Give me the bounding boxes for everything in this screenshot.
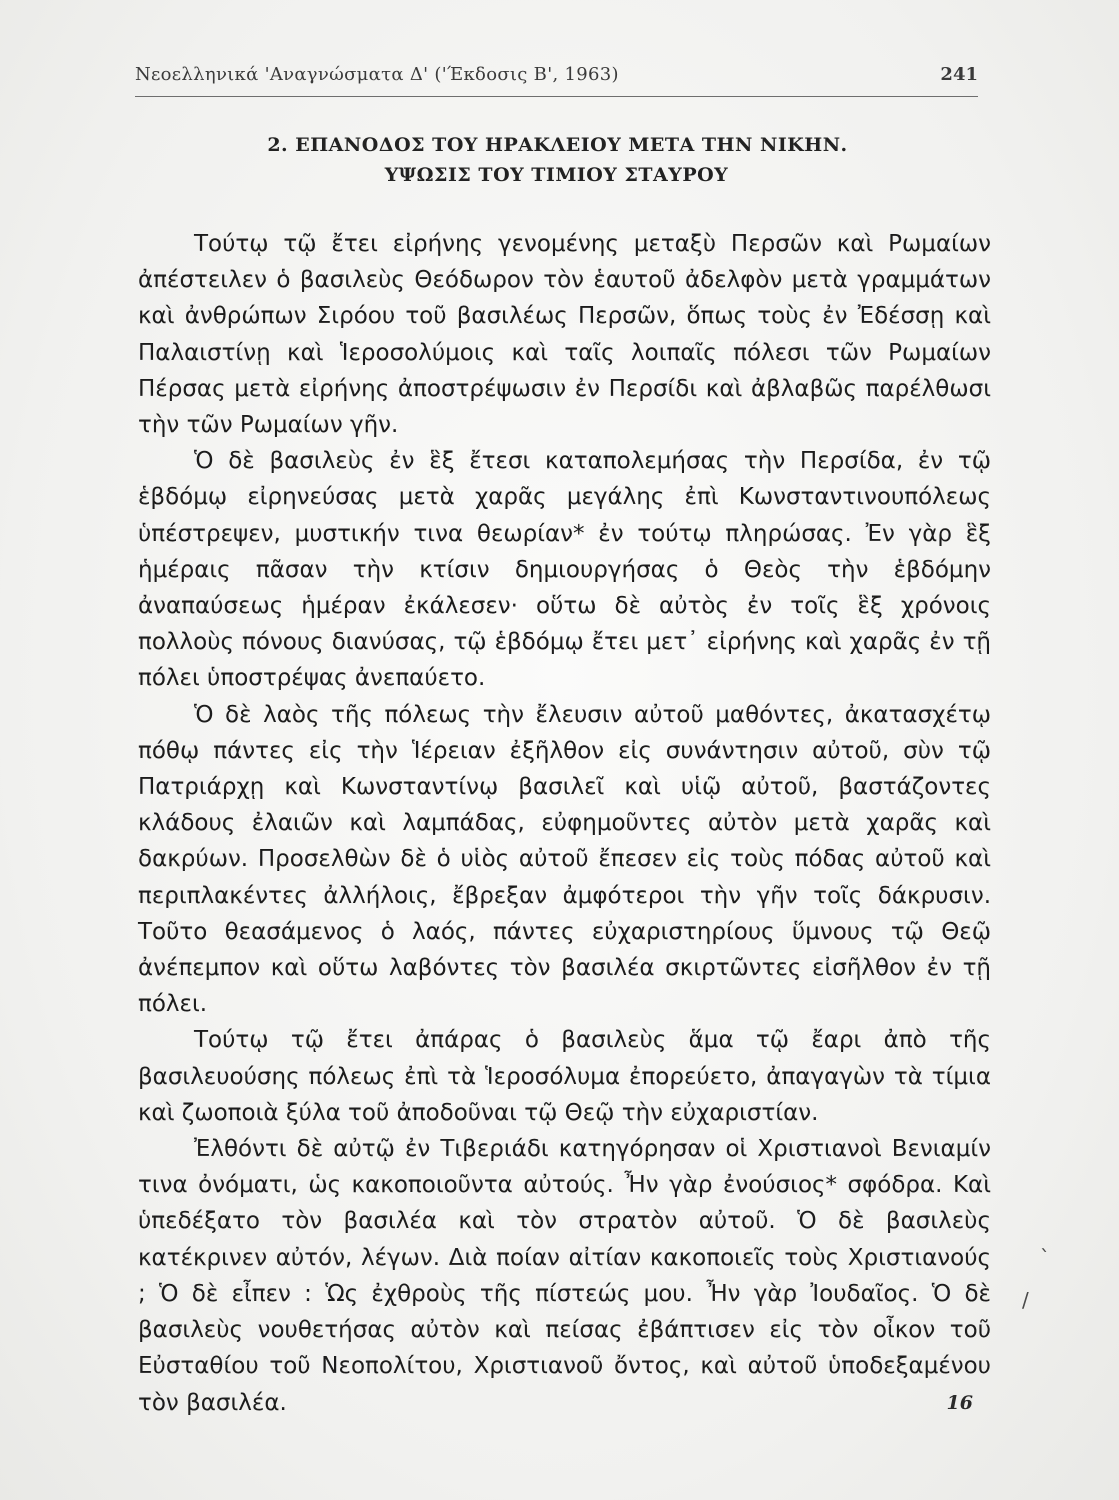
- paragraph-1: Τούτῳ τῷ ἔτει εἰρήνης γενομένης μεταξὺ Περσῶν καὶ Ρωμαίων ἀπέστειλεν ὁ βασιλεὺς Θεόδωρον τὸν ἑαυτοῦ ἀδελφὸν μετὰ γραμμάτων καὶ ἀνθρώπων Σιρόου τοῦ βασιλέως Περσῶν, ὅπως τοὺς ἐν Ἐδέσσῃ καὶ Παλαιστίνῃ καὶ Ἱεροσολύμοις καὶ ταῖς λοιπαῖς πόλεσι τῶν Ρωμαίων Πέρσας μετὰ εἰρήνης ἀποστρέψωσιν ἐν Περσίδι καὶ ἀβλαβῶς παρέλθωσι τὴν τῶν Ρωμαίων γῆν.: [138, 231, 991, 439]
- page-number: 241: [940, 64, 978, 85]
- running-header: [135, 62, 978, 97]
- margin-mark: ˎ: [1040, 1228, 1050, 1252]
- margin-mark: /: [1022, 1288, 1029, 1312]
- section-title-line-1: 2. ΕΠΑΝΟΔΟΣ ΤΟΥ ΗΡΑΚΛΕΙΟΥ ΜΕΤΑ ΤΗΝ ΝΙΚΗΝ.: [267, 134, 848, 156]
- paragraph-5: Ἐλθόντι δὲ αὐτῷ ἐν Τιβεριάδι κατηγόρησαν οἱ Χριστιανοὶ Βενιαμίν τινα ὀνόματι, ὡς κακοποιοῦντα αὐτούς. Ἦν γὰρ ἐνούσιος* σφόδρα. Καὶ ὑπεδέξατο τὸν βασιλέα καὶ τὸν στρατὸν αὐτοῦ. Ὁ δὲ βασιλεὺς κατέκρινεν αὐτόν, λέγων. Διὰ ποίαν αἰτίαν κακοποιεῖς τοὺς Χριστιανούς ; Ὁ δὲ εἶπεν : Ὡς ἐχθροὺς τῆς πίστεώς μου. Ἦν γὰρ Ἰουδαῖος. Ὁ δὲ βασιλεὺς νουθετήσας αὐτὸν καὶ πείσας ἐβάπτισεν εἰς τὸν οἶκον τοῦ Εὐσταθίου τοῦ Νεοπολίτου, Χριστιανοῦ ὄντος, καὶ αὐτοῦ ὑποδεξαμένου τὸν βασιλέα.: [138, 1136, 991, 1416]
- section-title-line-2: ΥΨΩΣΙΣ ΤΟΥ ΤΙΜΙΟΥ ΣΤΑΥΡΟΥ: [384, 164, 729, 186]
- paragraph-4: Τούτῳ τῷ ἔτει ἀπάρας ὁ βασιλεὺς ἅμα τῷ ἔαρι ἀπὸ τῆς βασιλευούσης πόλεως ἐπὶ τὰ Ἱεροσόλυμα ἐπορεύετο, ἀπαγαγὼν τὰ τίμια καὶ ζωοποιὰ ξύλα τοῦ ἀποδοῦναι τῷ Θεῷ τὴν εὐχαριστίαν.: [138, 1027, 991, 1126]
- section-title: [135, 130, 978, 190]
- paragraph-2: Ὁ δὲ βασιλεὺς ἐν ἓξ ἔτεσι καταπολεμήσας τὴν Περσίδα, ἐν τῷ ἑβδόμῳ εἰρηνεύσας μετὰ χαρᾶς μεγάλης ἐπὶ Κωνσταντινουπόλεως ὑπέστρεψεν, μυστικήν τινα θεωρίαν* ἐν τούτῳ πληρώσας. Ἐν γὰρ ἓξ ἡμέραις πᾶσαν τὴν κτίσιν δημιουργήσας ὁ Θεὸς τὴν ἑβδόμην ἀναπαύσεως ἡμέραν ἐκάλεσεν· οὕτω δὲ αὐτὸς ἐν τοῖς ἓξ χρόνοις πολλοὺς πόνους διανύσας, τῷ ἑβδόμῳ ἔτει μετ᾽ εἰρήνης καὶ χαρᾶς ἐν τῇ πόλει ὑποστρέψας ἀνεπαύετο.: [138, 448, 991, 692]
- paragraph-3: Ὁ δὲ λαὸς τῆς πόλεως τὴν ἔλευσιν αὐτοῦ μαθόντες, ἀκατασχέτῳ πόθῳ πάντες εἰς τὴν Ἱέρειαν ἐξῆλθον εἰς συνάντησιν αὐτοῦ, σὺν τῷ Πατριάρχῃ καὶ Κωνσταντίνῳ βασιλεῖ καὶ υἱῷ αὐτοῦ, βαστάζοντες κλάδους ἐλαιῶν καὶ λαμπάδας, εὐφημοῦντες αὐτὸν μετὰ χαρᾶς καὶ δακρύων. Προσελθὼν δὲ ὁ υἱὸς αὐτοῦ ἔπεσεν εἰς τοὺς πόδας αὐτοῦ καὶ περιπλακέντες ἀλλήλοις, ἔβρεξαν ἀμφότεροι τὴν γῆν τοῖς δάκρυσιν. Τοῦτο θεασάμενος ὁ λαός, πάντες εὐχαριστηρίους ὕμνους τῷ Θεῷ ἀνέπεμπον καὶ οὕτω λαβόντες τὸν βασιλέα σκιρτῶντες εἰσῆλθον ἐν τῇ πόλει.: [138, 701, 991, 1018]
- running-title: Νεοελληνικά 'Αναγνώσματα Δ' ('Έκδοσις Β', 1963): [135, 64, 619, 85]
- body-text: [138, 226, 991, 1421]
- signature-mark: 16: [946, 1392, 973, 1414]
